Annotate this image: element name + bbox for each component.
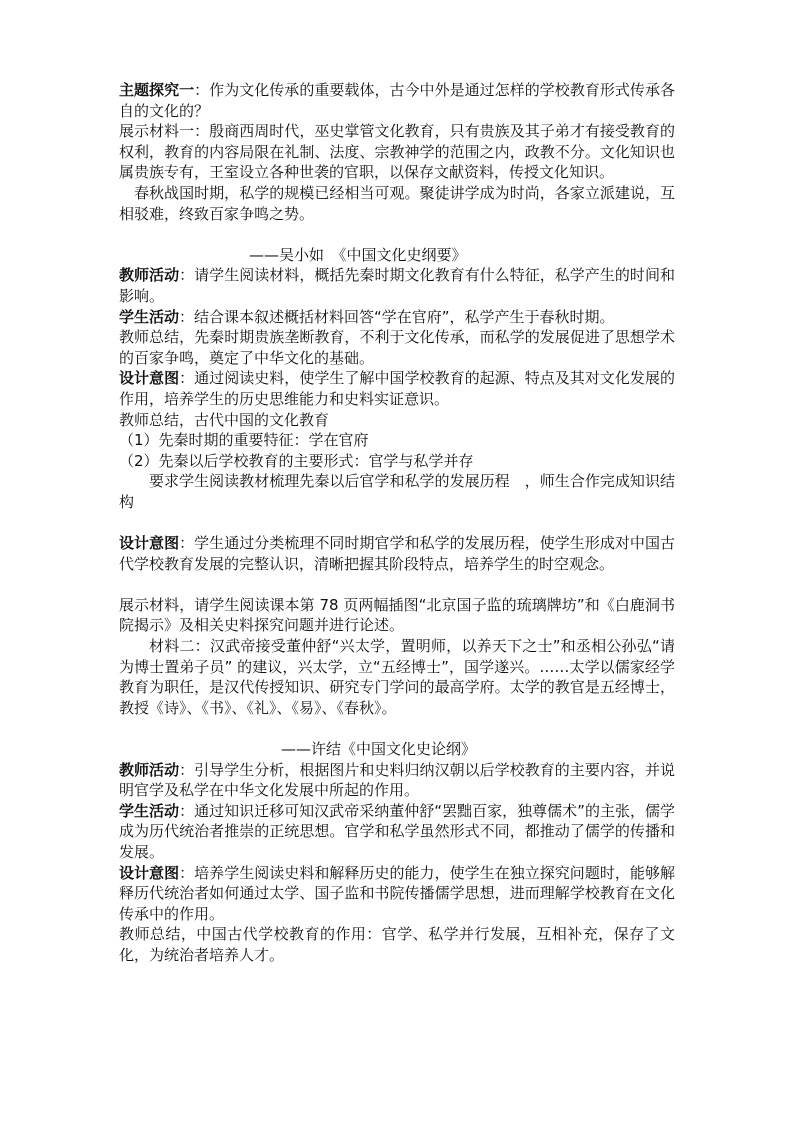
student-activity-label: 学生活动 xyxy=(119,801,180,820)
material1-text: 殷商西周时代，巫史掌管文化教育，只有贵族及其子弟才有接受教育的权利，教育的内容局限在礼制、法度、宗教神学的范围之内，政教不分。文化知识也属贵族专有，王室设立各种世袭的官职，以保存文献资料，传授文化知识。 xyxy=(119,122,675,182)
material2-text: 材料二：汉武帝接受董仲舒“兴太学，置明师，以养天下之士”和丞相公孙弘“请为博士置弟子员” 的建议，兴太学，立“五经博士”，国学遂兴。……太学以儒家经学教育为职任，是汉代传授知识、研究专门学问的最高学府。太学的教官是五经博士，教授《诗》、《书》、《礼》、《易》、《春秋》。 xyxy=(119,637,675,717)
spacer xyxy=(119,224,675,245)
section1-summary2: 教师总结，古代中国的文化教育 xyxy=(119,410,330,429)
teacher-activity-text: ：请学生阅读材料，概括先秦时期文化教育有什么特征，私学产生的时间和影响。 xyxy=(119,266,675,305)
topic-text: ：作为文化传承的重要载体，古今中外是通过怎样的学校教育形式传承各自的文化的？ xyxy=(119,81,675,120)
section1-request: 要求学生阅读教材梳理先秦以后官学和私学的发展历程 ，师生合作完成知识结构 xyxy=(119,472,675,511)
section2-summary: 教师总结，中国古代学校教育的作用：官学、私学并行发展，互相补充，保存了文化，为统治者培养人才。 xyxy=(119,925,675,964)
section1-summary: 教师总结，先秦时期贵族垄断教育，不利于文化传承，而私学的发展促进了思想学术的百家争鸣，奠定了中华文化的基础。 xyxy=(119,328,675,367)
teacher-activity-label: 教师活动 xyxy=(119,760,180,779)
spacer xyxy=(119,574,675,595)
teacher-activity-text: ：引导学生分析，根据图片和史料归纳汉朝以后学校教育的主要内容，并说明官学及私学在中华文化发展中所起的作用。 xyxy=(119,760,675,800)
section2-design-intent xyxy=(119,863,675,925)
section1-design-intent xyxy=(119,368,675,409)
material1-source: ——吴小如 《中国文化史纲要》 xyxy=(249,245,467,264)
topic-question xyxy=(119,80,675,121)
section1-point1: （1）先秦时期的重要特征：学在官府 xyxy=(119,431,369,450)
student-activity-label: 学生活动 xyxy=(119,307,180,326)
section1-student-activity xyxy=(119,307,675,328)
spacer xyxy=(119,718,675,739)
spacer xyxy=(119,512,675,533)
topic-label: 主题探究一 xyxy=(119,81,195,99)
teacher-activity-label: 教师活动 xyxy=(119,266,180,285)
design-intent-label: 设计意图 xyxy=(119,369,180,388)
section2-teacher-activity xyxy=(119,760,675,801)
material2-intro: 展示材料，请学生阅读课本第 78 页两幅插图“北京国子监的琉璃牌坊”和《白鹿洞书院揭示》及相关史料探究问题并进行论述。 xyxy=(119,595,675,635)
material1-label: 展示材料一： xyxy=(119,122,210,141)
design-intent-label: 设计意图 xyxy=(119,863,180,882)
design2-paragraph xyxy=(119,533,675,574)
section1-teacher-activity xyxy=(119,265,675,306)
design-intent-text: ：通过阅读史料，使学生了解中国学校教育的起源、特点及其对文化发展的作用，培养学生的历史思维能力和史料实证意识。 xyxy=(119,369,675,408)
material1-paragraph xyxy=(119,121,675,183)
material1-paragraph2: 春秋战国时期，私学的规模已经相当可观。聚徒讲学成为时尚，各家立派建说，互相驳难，终致百家争鸣之势。 xyxy=(119,183,675,223)
document-body xyxy=(119,80,675,966)
design2-text: ：学生通过分类梳理不同时期官学和私学的发展历程，使学生形成对中国古代学校教育发展的完整认识，清晰把握其阶段特点，培养学生的时空观念。 xyxy=(119,534,675,573)
section1-point2: （2）先秦以后学校教育的主要形式：官学与私学并存 xyxy=(119,451,474,470)
material2-source: ——许结《中国文化史论纲》 xyxy=(281,740,477,758)
design2-label: 设计意图 xyxy=(119,534,180,553)
student-activity-text: ：结合课本叙述概括材料回答“学在官府”，私学产生于春秋时期。 xyxy=(179,307,615,326)
section2-student-activity xyxy=(119,801,675,863)
student-activity-text: ：通过知识迁移可知汉武帝采纳董仲舒“罢黜百家，独尊儒术”的主张，儒学成为历代统治者推崇的正统思想。官学和私学虽然形式不同，都推动了儒学的传播和发展。 xyxy=(119,801,675,861)
design-intent-text: ：培养学生阅读史料和解释历史的能力，使学生在独立探究问题时，能够解释历代统治者如何通过太学、国子监和书院传播儒学思想，进而理解学校教育在文化传承中的作用。 xyxy=(119,863,675,923)
